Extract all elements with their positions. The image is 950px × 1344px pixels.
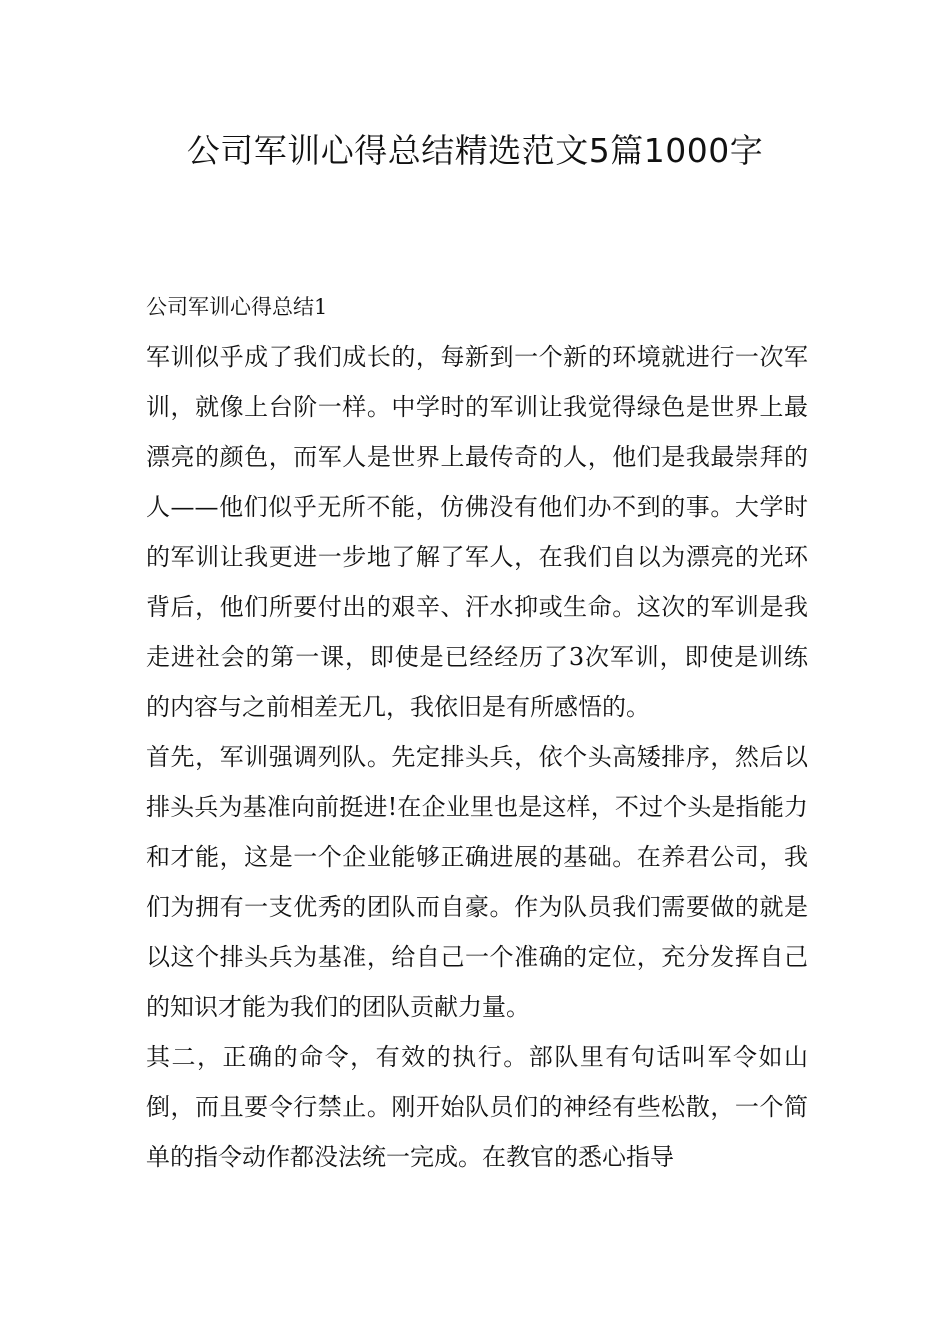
- document-body: [146, 282, 808, 1182]
- paragraph-3: 其二，正确的命令，有效的执行。部队里有句话叫军令如山倒，而且要令行禁止。刚开始队员们的神经有些松散，一个简单的指令动作都没法统一完成。在教官的悉心指导: [146, 1043, 808, 1171]
- document-title: 公司军训心得总结精选范文5篇1000字: [186, 131, 764, 170]
- section-heading: 公司军训心得总结1: [146, 295, 328, 319]
- paragraph-2: 首先，军训强调列队。先定排头兵，依个头高矮排序，然后以排头兵为基准向前挺进!在企业里也是这样，不过个头是指能力和才能，这是一个企业能够正确进展的基础。在养君公司，我们为拥有一支优秀的团队而自豪。作为队员我们需要做的就是以这个排头兵为基准，给自己一个准确的定位，充分发挥自己的知识才能为我们的团队贡献力量。: [146, 743, 808, 1021]
- paragraph-1: 军训似乎成了我们成长的，每新到一个新的环境就进行一次军训，就像上台阶一样。中学时的军训让我觉得绿色是世界上最漂亮的颜色，而军人是世界上最传奇的人，他们是我最崇拜的人——他们似乎无所不能，仿佛没有他们办不到的事。大学时的军训让我更进一步地了解了军人，在我们自以为漂亮的光环背后，他们所要付出的艰辛、汗水抑或生命。这次的军训是我走进社会的第一课，即使是已经经历了3次军训，即使是训练的内容与之前相差无几，我依旧是有所感悟的。: [146, 343, 808, 721]
